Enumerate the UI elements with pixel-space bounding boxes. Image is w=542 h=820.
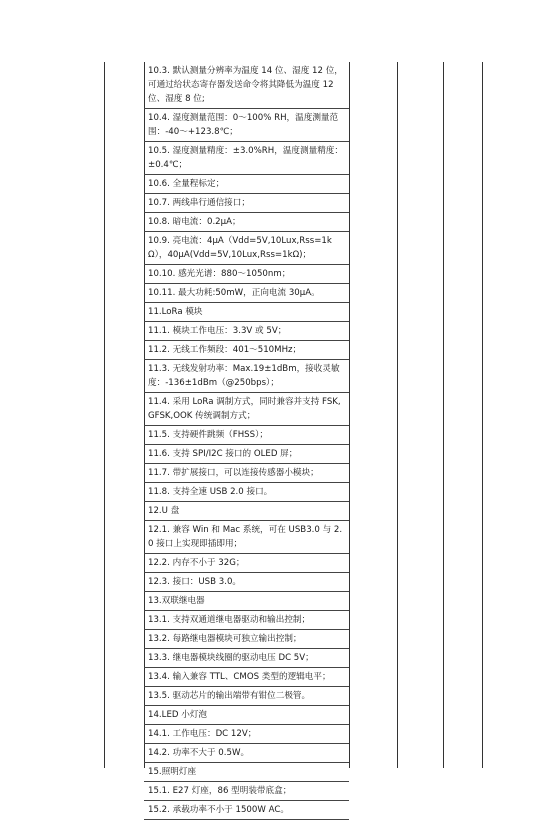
spec-row: 13.4. 输入兼容 TTL、CMOS 类型的逻辑电平； [144,668,349,687]
spec-row: 14.1. 工作电压：DC 12V； [144,725,349,744]
spec-row: 12.U 盘 [144,502,349,521]
spec-row: 11.6. 支持 SPI/I2C 接口的 OLED 屏； [144,445,349,464]
spec-row: 11.4. 采用 LoRa 调制方式，同时兼容并支持 FSK,GFSK,OOK 传统调制方式； [144,393,349,426]
table-left-border [104,62,105,768]
spec-row: 11.2. 无线工作频段：401～510MHz； [144,341,349,360]
spec-row: 11.5. 支持硬件跳频（FHSS）； [144,426,349,445]
spec-row: 15.照明灯座 [144,763,349,782]
spec-row: 12.3. 接口：USB 3.0。 [144,573,349,592]
spec-row: 12.1. 兼容 Win 和 Mac 系统，可在 USB3.0 与 2.0 接口上实现即插即用； [144,521,349,554]
spec-row: 15.1. E27 灯座，86 型明装带底盒； [144,782,349,801]
spec-row: 12.2. 内存不小于 32G； [144,554,349,573]
spec-row: 10.6. 全量程标定； [144,175,349,194]
spec-row: 10.7. 两线串行通信接口； [144,194,349,213]
spec-row: 11.8. 支持全速 USB 2.0 接口。 [144,483,349,502]
table-col-border-4 [443,62,444,768]
spec-row: 10.10. 感光光谱：880～1050nm； [144,265,349,284]
spec-row: 15.2. 承载功率不小于 1500W AC。 [144,801,349,820]
spec-row: 13.2. 每路继电器模块可独立输出控制； [144,630,349,649]
table-col-border-3 [397,62,398,768]
table-right-border [482,62,483,768]
table-col-border-2 [349,62,350,768]
spec-row: 10.4. 湿度测量范围：0～100% RH，温度测量范围：-40～+123.8℃； [144,109,349,142]
spec-column [144,62,349,820]
spec-row: 14.2. 功率不大于 0.5W。 [144,744,349,763]
spec-row: 11.7. 带扩展接口，可以连接传感器小模块； [144,464,349,483]
spec-row: 13.3. 继电器模块线圈的驱动电压 DC 5V； [144,649,349,668]
spec-row: 11.LoRa 模块 [144,303,349,322]
spec-row: 13.5. 驱动芯片的输出端带有钳位二极管。 [144,687,349,706]
spec-row: 10.3. 默认测量分辨率为温度 14 位、湿度 12 位，可通过给状态寄存器发送命令将其降低为温度 12 位、湿度 8 位; [144,62,349,109]
spec-row: 11.3. 无线发射功率：Max.19±1dBm，接收灵敏度：-136±1dBm（@250bps）； [144,360,349,393]
spec-row: 13.1. 支持双通道继电器驱动和输出控制； [144,611,349,630]
spec-row: 10.9. 亮电流：4μA（Vdd=5V,10Lux,Rss=1kΩ），40μA(Vdd=5V,10Lux,Rss=1kΩ)； [144,232,349,265]
spec-row: 10.8. 暗电流：0.2μA； [144,213,349,232]
spec-row: 14.LED 小灯泡 [144,706,349,725]
spec-row: 10.11. 最大功耗:50mW，正向电流 30μA。 [144,284,349,303]
spec-row: 10.5. 湿度测量精度：±3.0%RH，温度测量精度：±0.4℃； [144,142,349,175]
spec-row: 13.双联继电器 [144,592,349,611]
spec-row: 11.1. 模块工作电压：3.3V 或 5V； [144,322,349,341]
